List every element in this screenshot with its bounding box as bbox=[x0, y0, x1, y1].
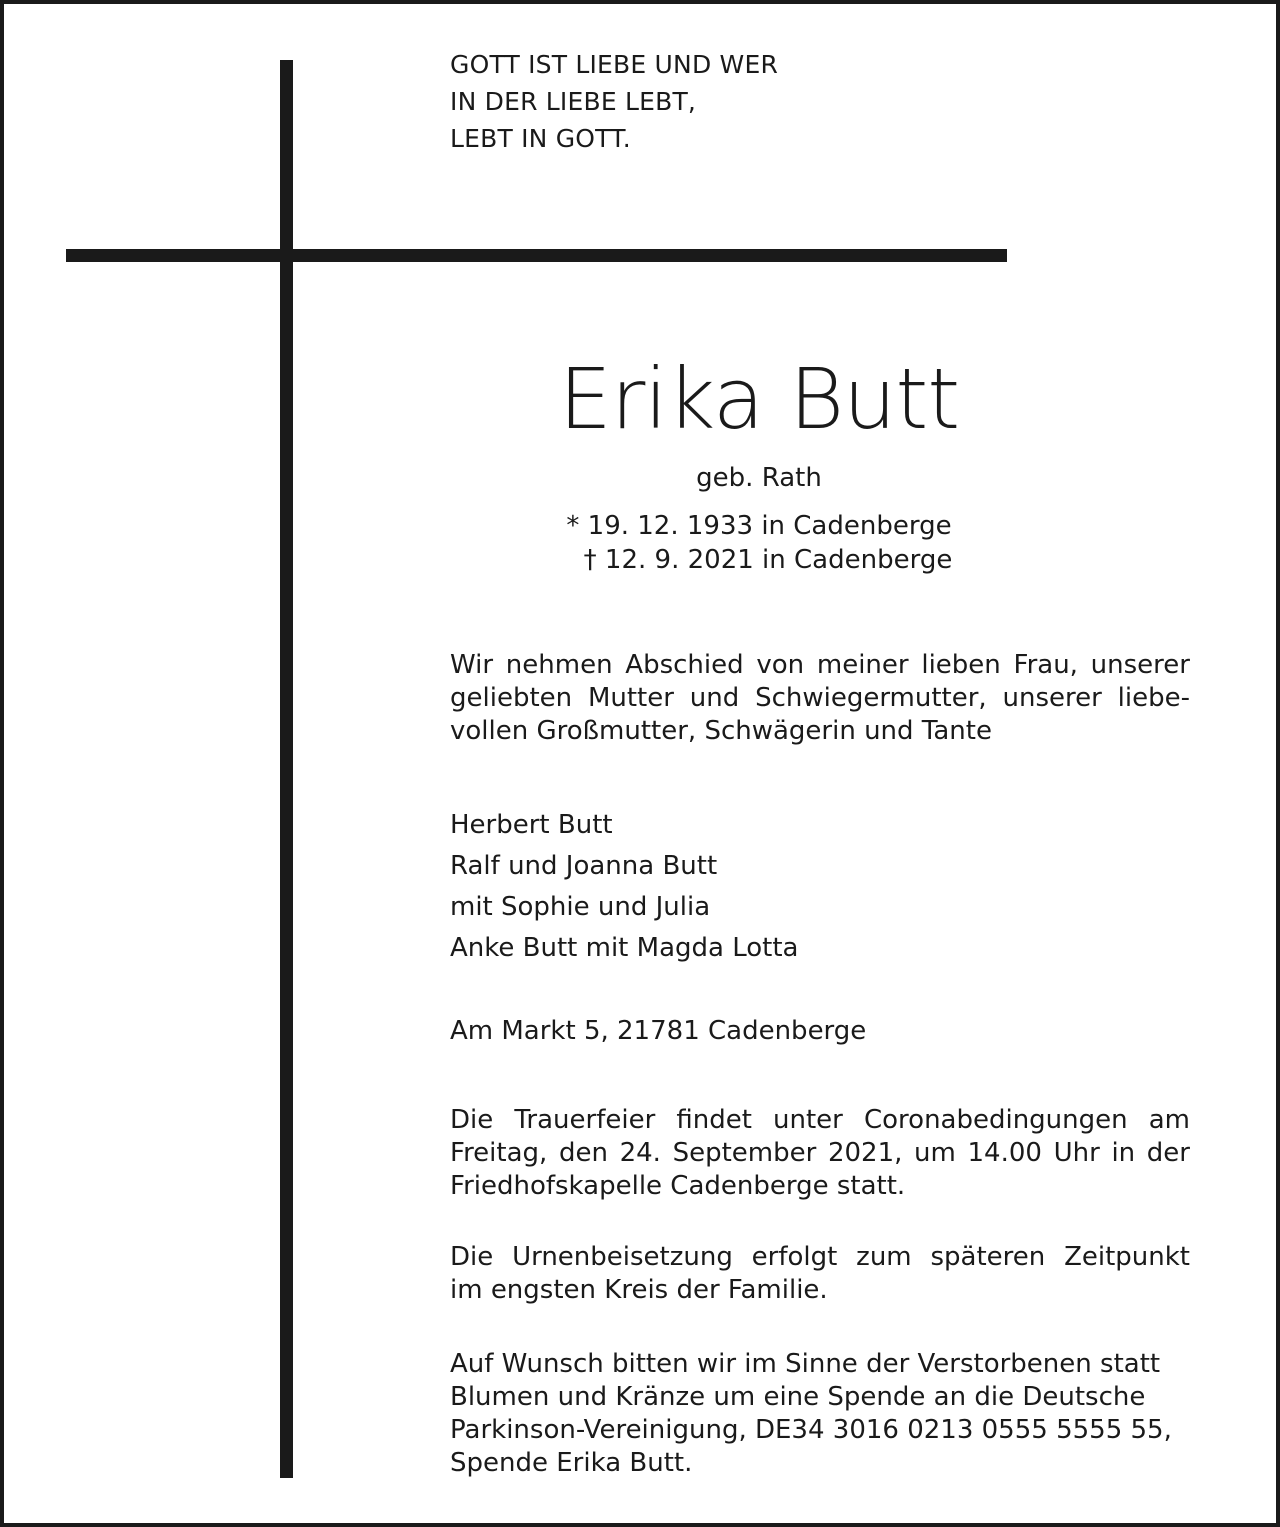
family-address: Am Markt 5, 21781 Cadenberge bbox=[450, 1016, 867, 1046]
donation-line: Spende Erika Butt. bbox=[450, 1448, 693, 1478]
farewell-line: vollen Großmutter, Schwägerin und Tante bbox=[450, 716, 992, 746]
motto bbox=[450, 46, 778, 157]
death-date: † 12. 9. 2021 in Cadenberge bbox=[583, 545, 953, 575]
urn-line: im engsten Kreis der Familie. bbox=[450, 1275, 828, 1305]
cross-vertical-bar bbox=[280, 60, 293, 1478]
cross-horizontal-bar bbox=[66, 249, 1007, 262]
donation-line: Blumen und Kränze um eine Spende an die Deutsche bbox=[450, 1382, 1146, 1412]
birth-name: geb. Rath bbox=[696, 463, 822, 493]
mourner-name: Herbert Butt bbox=[450, 810, 613, 840]
mourner-name: Anke Butt mit Magda Lotta bbox=[450, 933, 799, 963]
urn-burial-text bbox=[450, 1241, 1190, 1307]
life-dates bbox=[524, 509, 994, 577]
deceased-name: Erika Butt bbox=[558, 350, 960, 448]
donation-line: Auf Wunsch bitten wir im Sinne der Verstorbenen statt bbox=[450, 1349, 1161, 1379]
ceremony-text bbox=[450, 1104, 1190, 1203]
donation-text bbox=[450, 1348, 1190, 1480]
motto-line: IN DER LIEBE LEBT, bbox=[450, 87, 697, 116]
urn-line: Die Urnenbeisetzung erfolgt zum späteren Zeitpunkt bbox=[450, 1242, 1190, 1272]
ceremony-line: Freitag, den 24. September 2021, um 14.00 Uhr in der bbox=[450, 1138, 1190, 1168]
farewell-line: Wir nehmen Abschied von meiner lieben Frau, unserer bbox=[450, 650, 1190, 680]
ceremony-line: Die Trauerfeier findet unter Coronabedingungen am bbox=[450, 1105, 1190, 1135]
birth-date: * 19. 12. 1933 in Cadenberge bbox=[566, 511, 952, 541]
farewell-line: geliebten Mutter und Schwiegermutter, unserer liebe- bbox=[450, 683, 1190, 713]
mourner-name: Ralf und Joanna Butt bbox=[450, 851, 718, 881]
motto-line: GOTT IST LIEBE UND WER bbox=[450, 50, 779, 79]
mourners-list bbox=[450, 805, 798, 969]
donation-line: Parkinson-Vereinigung, DE34 3016 0213 0555 5555 55, bbox=[450, 1415, 1172, 1445]
farewell-text bbox=[450, 649, 1190, 748]
motto-line: LEBT IN GOTT. bbox=[450, 124, 631, 153]
mourner-name: mit Sophie und Julia bbox=[450, 892, 711, 922]
ceremony-line: Friedhofskapelle Cadenberge statt. bbox=[450, 1171, 906, 1201]
